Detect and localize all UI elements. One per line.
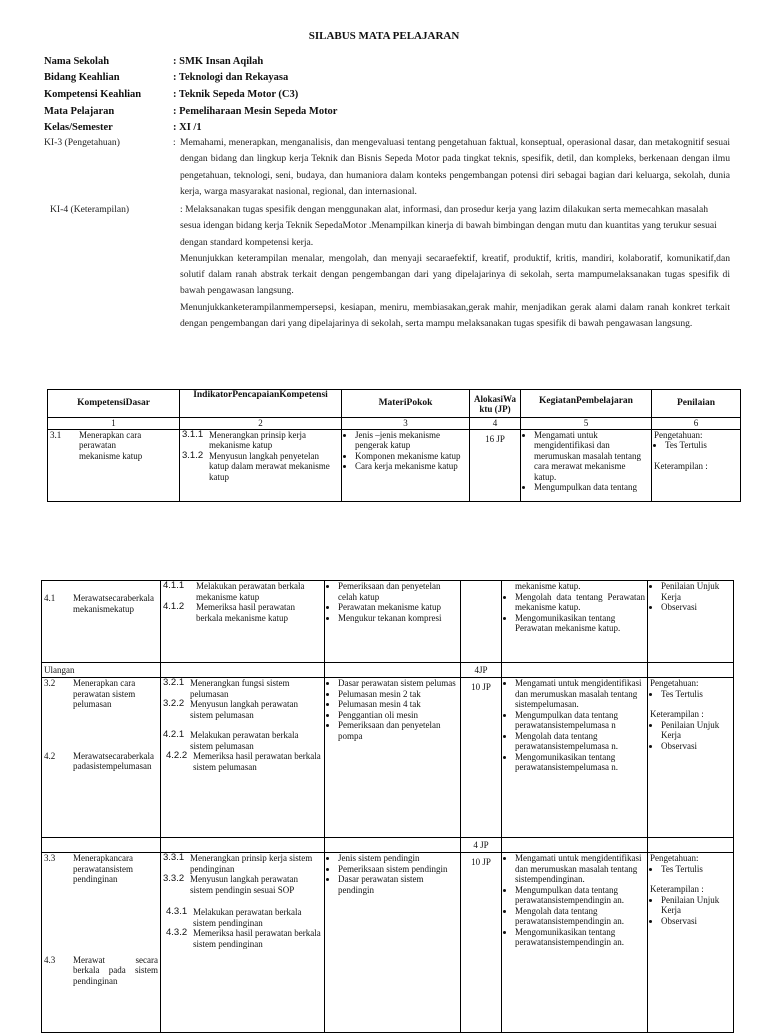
alokasi-cell: 10 JP	[461, 678, 502, 838]
column-number: 3	[342, 418, 470, 430]
kegiatan-item: • Mengomunikasikan tentang Perawatan mekanisme katup.	[515, 613, 645, 634]
indikator-cell	[161, 678, 325, 838]
empty-cell	[648, 663, 734, 678]
materi-item: • Dasar perawatan sistem pendingin	[338, 874, 458, 895]
kegiatan-item: • Mengamati untuk mengidentifikasi dan merumuskan masalah tentang cara merawat mekanisme katup.	[534, 430, 649, 483]
penilaian-cell	[648, 853, 734, 1033]
kegiatan-item: • Mengolah data tentang perawatansistempendingin an.	[515, 906, 645, 927]
kegiatan-item: • Mengomunikasikan tentang perawatansistempelumasa n.	[515, 752, 645, 773]
ki4-text	[180, 202, 730, 332]
indikator-text: Memeriksa hasil perawatan berkala mekanisme katup	[196, 602, 295, 623]
penilaian-item: • Observasi	[661, 741, 731, 752]
syllabus-table-1	[47, 389, 741, 502]
penilaian-item: • Penilaian Unjuk Kerja	[661, 720, 731, 741]
column-number: 1	[48, 418, 180, 430]
keterampilan-label: Keterampilan :	[654, 460, 708, 471]
alokasi-cell: 10 JP	[461, 853, 502, 1033]
kd-text: Merawatsecaraberkalamekanismekatup	[73, 593, 154, 614]
materi-item: • Perawatan mekanisme katup	[338, 602, 458, 613]
kd-code: 4.2	[44, 750, 56, 761]
kd-cell	[42, 581, 161, 663]
kd-cell	[48, 429, 180, 501]
indikator-text: Melakukan perawatan berkala sistem pendinginan	[193, 907, 302, 928]
alokasi-cell	[461, 581, 502, 663]
materi-item: • Cara kerja mekanisme katup	[355, 461, 467, 472]
kegiatan-cell	[502, 581, 648, 663]
kd-text: Merawat secara berkala pada sistem pendinginan	[73, 954, 158, 986]
ki4-paragraph: Menunjukkanketerampilanmempersepsi, kesiapan, meniru, membiasakan,gerak mahir, menjadikan gerak alami dalam ranah konkret terkait dengan pengembangan dari yang dipelajarinya di sekolah, serta mampu melaksanakan tugas spesifik di bawah pengawasan langsung.	[180, 301, 730, 330]
indikator-text: Menerangkan prinsip kerja sistem pendinginan	[190, 853, 313, 874]
materi-item: • Jenis sistem pendingin	[338, 853, 458, 864]
materi-item: • Pelumasan mesin 2 tak	[338, 689, 458, 700]
kd-code: 3.1	[50, 429, 62, 440]
kd-code: 3.3	[44, 853, 56, 863]
kd-text: Menerapkancara perawatansistem pendinginan	[73, 853, 133, 884]
empty-cell	[161, 663, 325, 678]
indikator-code: 4.2.1	[163, 729, 185, 740]
materi-cell	[325, 678, 461, 838]
materi-cell	[342, 429, 470, 501]
penilaian-item: • Tes Tertulis	[665, 440, 738, 451]
kd-code: 3.2	[44, 678, 56, 688]
materi-item: • Pemeriksaan dan penyetelan celah katup	[338, 581, 458, 602]
keterampilan-label: Keterampilan :	[650, 709, 704, 719]
kd-text: Menerapkan cara perawatan sistem pelumasan	[73, 678, 136, 709]
header-penilaian: Penilaian	[652, 390, 741, 418]
indikator-code: 4.1.2	[163, 601, 185, 612]
penilaian-item: • Penilaian Unjuk Kerja	[661, 581, 731, 602]
ki3-label: KI-3 (Pengetahuan)	[44, 137, 120, 148]
indikator-text: Memeriksa hasil perawatan berkala sistem pendinginan	[193, 928, 321, 949]
indikator-code: 3.2.2	[163, 698, 185, 709]
meta-label: Bidang Keahlian	[44, 72, 120, 83]
penilaian-item: • Observasi	[661, 602, 731, 613]
kd-text: Menerapkan cara perawatan mekanisme katup	[79, 429, 143, 461]
penilaian-item: • Tes Tertulis	[661, 689, 731, 700]
ki4-label: KI-4 (Keterampilan)	[50, 204, 130, 215]
column-number: 2	[180, 418, 342, 430]
header-indikator: IndikatorPencapaianKompetensi	[180, 390, 342, 418]
header-alokasi-waktu: AlokasiWaktu (JP)	[470, 390, 521, 418]
meta-value: : Teknik Sepeda Motor (C3)	[173, 89, 299, 100]
indikator-code: 3.1.2	[182, 449, 204, 461]
indikator-cell	[161, 581, 325, 663]
materi-item: • Dasar perawatan sistem pelumas	[338, 678, 458, 689]
kd-text: Merawatsecaraberkalapadasistempelumasan	[73, 750, 154, 771]
materi-item: • Pelumasan mesin 4 tak	[338, 699, 458, 710]
empty-cell	[648, 838, 734, 853]
meta-label: Mata Pelajaran	[44, 106, 115, 117]
materi-item: • Penggantian oli mesin	[338, 710, 458, 721]
materi-item: • Jenis –jenis mekanisme pengerak katup	[355, 430, 467, 451]
empty-cell	[325, 838, 461, 853]
kegiatan-cell	[502, 678, 648, 838]
ki3-colon: :	[173, 137, 176, 148]
indikator-code: 3.1.1	[182, 429, 204, 440]
materi-cell	[325, 581, 461, 663]
indikator-code: 4.2.2	[166, 750, 188, 761]
column-number: 4	[470, 418, 521, 430]
indikator-text: Melakukan perawatan berkala mekanisme katup	[196, 581, 305, 602]
keterampilan-label: Keterampilan :	[650, 884, 704, 894]
meta-label: Kelas/Semester	[44, 122, 113, 133]
materi-item: • Komponen mekanisme katup	[355, 451, 467, 462]
indikator-code: 4.1.1	[163, 580, 185, 591]
column-number: 5	[521, 418, 652, 430]
meta-value: : Teknologi dan Rekayasa	[173, 72, 289, 83]
kd-code: 4.3	[44, 954, 56, 965]
ki4-paragraph: Menunjukkan keterampilan menalar, mengolah, dan menyaji secaraefektif, kreatif, produktif, kritis, mandiri, kolaboratif, komunikatif,dan solutif dalam ranah abstrak terkait dengan pengembangan dari yang dipelajarinya di sekolah, serta mampumelaksanakan tugas spesifik di bawah pengawasan langsung.	[180, 252, 730, 297]
empty-cell	[325, 663, 461, 678]
materi-item: • Pemeriksaan sistem pendingin	[338, 864, 458, 875]
ulangan-jp: 4 JP	[461, 838, 502, 853]
penilaian-item: • Tes Tertulis	[661, 864, 731, 875]
column-number: 6	[652, 418, 741, 430]
ulangan-jp: 4JP	[461, 663, 502, 678]
indikator-code: 3.3.2	[163, 873, 185, 884]
materi-item: • Mengukur tekanan kompresi	[338, 613, 458, 624]
kegiatan-item: • Mengolah data tentang perawatansistempelumasa n.	[515, 731, 645, 752]
meta-label: Kompetensi Keahlian	[44, 89, 142, 100]
ki3-text: Memahami, menerapkan, menganalisis, dan mengevaluasi tentang pengetahuan faktual, konseptual, operasional dasar, dan metakognitif sesuai dengan bidang dan lingkup kerja Teknik dan Bisnis Sepeda Motor pada tingkat teknis, spesifik, detil, dan kompleks, berkenaan dengan ilmu pengetahuan, teknologi, seni, budaya, dan humaniora dalam konteks pengembangan potensi diri sebagai bagian dari keluarga, sekolah, dunia kerja, warga masyarakat nasional, regional, dan internasional.	[180, 137, 730, 197]
pengetahuan-label: Pengetahuan:	[654, 429, 703, 440]
empty-cell	[502, 663, 648, 678]
kegiatan-item: • Mengolah data tentang Perawatan mekanisme katup.	[515, 592, 645, 613]
materi-item: • Pemeriksaan dan penyetelan pompa	[338, 720, 458, 741]
kegiatan-item: • Mengumpulkan data tentang	[534, 482, 649, 493]
indikator-cell	[180, 429, 342, 501]
meta-value: : Pemeliharaan Mesin Sepeda Motor	[173, 106, 338, 117]
kegiatan-cell	[502, 853, 648, 1033]
document-title: SILABUS MATA PELAJARAN	[308, 30, 460, 42]
pengetahuan-label: Pengetahuan:	[650, 678, 699, 688]
pengetahuan-label: Pengetahuan:	[650, 853, 699, 863]
kegiatan-item: • Mengamati untuk mengidentifikasi dan merumuskan masalah tentang sistempendinginan.	[515, 853, 645, 885]
empty-cell	[161, 838, 325, 853]
meta-label: Nama Sekolah	[44, 56, 110, 67]
kegiatan-item: • Mengumpulkan data tentang perawatansistempendingin an.	[515, 885, 645, 906]
kegiatan-item: • Mengomunikasikan tentang perawatansistempendingin an.	[515, 927, 645, 948]
kd-code: 4.1	[44, 593, 56, 603]
penilaian-item: • Observasi	[661, 916, 731, 927]
empty-cell	[42, 838, 161, 853]
penilaian-cell	[652, 429, 741, 501]
kegiatan-continued: mekanisme katup.	[515, 581, 581, 591]
indikator-text: Melakukan perawatan berkala sistem pelumasan	[190, 730, 299, 751]
indikator-text: Menyusun langkah perawatan sistem pendingin sesuai SOP	[190, 874, 298, 895]
indikator-code: 4.3.2	[166, 927, 188, 938]
penilaian-cell	[648, 678, 734, 838]
penilaian-cell	[648, 581, 734, 663]
indikator-text: Menerangkan prinsip kerja mekanisme katup	[209, 429, 306, 450]
indikator-text: Menerangkan fungsi sistem pelumasan	[190, 678, 290, 699]
ki4-paragraph: : Melaksanakan tugas spesifik dengan menggunakan alat, informasi, dan prosedur kerja yang lazim dilakukan serta memecahkan masalah sesua idengan bidang kerja Teknik SepedaMotor .Menampilkan kinerja di bawah bimbingan dengan mutu dan kuantitas yang terukur sesuai dengan standard kompetensi kerja.	[180, 204, 717, 248]
ulangan-label: Ulangan	[42, 663, 161, 678]
indikator-text: Memeriksa hasil perawatan berkala sistem pelumasan	[193, 751, 321, 772]
meta-value: : XI /1	[173, 122, 202, 133]
indikator-text: Menyusun langkah penyetelan katup dalam merawat mekanisme katup	[209, 450, 330, 482]
meta-value: : SMK Insan Aqilah	[173, 56, 264, 67]
kd-cell	[42, 853, 161, 1033]
penilaian-item: • Penilaian Unjuk Kerja	[661, 895, 731, 916]
indikator-cell	[161, 853, 325, 1033]
indikator-code: 3.3.1	[163, 852, 185, 863]
materi-cell	[325, 853, 461, 1033]
header-kegiatan: KegiatanPembelajaran	[521, 390, 652, 418]
indikator-code: 3.2.1	[163, 677, 185, 688]
indikator-text: Menyusun langkah perawatan sistem pelumasan	[190, 699, 298, 720]
kegiatan-cell	[521, 429, 652, 501]
kegiatan-item: • Mengamati untuk mengidentifikasi dan merumuskan masalah tentang sistempelumasan.	[515, 678, 645, 710]
header-materi-pokok: MateriPokok	[342, 390, 470, 418]
syllabus-table-2	[41, 580, 734, 1033]
kd-cell	[42, 678, 161, 838]
indikator-code: 4.3.1	[166, 906, 188, 917]
kegiatan-item: • Mengumpulkan data tentang perawatansistempelumasa n	[515, 710, 645, 731]
header-kompetensi-dasar: KompetensiDasar	[48, 390, 180, 418]
alokasi-cell: 16 JP	[470, 429, 521, 501]
empty-cell	[502, 838, 648, 853]
